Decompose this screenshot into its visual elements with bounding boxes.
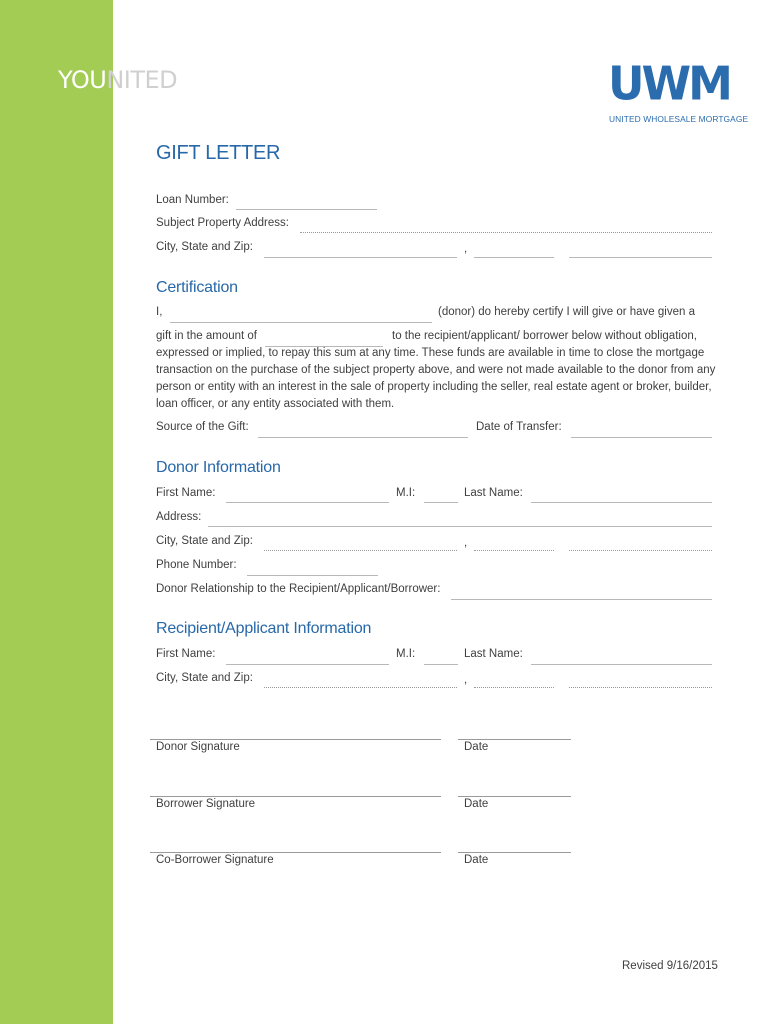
coborrower-signature-date-label: Date [464,854,489,866]
uwm-logo-subtitle: UNITED WHOLESALE MORTGAGE [609,114,749,124]
donor-name-field[interactable] [170,322,432,323]
donor-signature-label: Donor Signature [156,741,240,753]
donor-state-field[interactable] [474,550,554,551]
donor-relationship-field[interactable] [451,599,712,600]
green-sidebar [0,0,113,1024]
loan-city-state-zip-label: City, State and Zip: [156,241,253,253]
borrower-signature-field[interactable] [150,796,441,797]
recipient-last-name-field[interactable] [531,664,712,665]
donor-city-state-zip-label: City, State and Zip: [156,535,253,547]
recipient-mi-field[interactable] [424,664,458,665]
source-of-gift-label: Source of the Gift: [156,421,249,433]
donor-first-name-label: First Name: [156,487,216,499]
recipient-zip-field[interactable] [569,687,712,688]
certify-i-label: I, [156,306,163,318]
recipient-last-name-label: Last Name: [464,648,523,660]
loan-number-field[interactable] [236,209,377,210]
recipient-city-comma: , [464,674,468,686]
donor-signature-date-field[interactable] [458,739,571,740]
date-of-transfer-label: Date of Transfer: [476,421,562,433]
uwm-logo-mark: UWM [608,56,730,111]
younited-brand: YOUNITED [58,66,178,94]
recipient-city-field[interactable] [264,687,457,688]
date-of-transfer-field[interactable] [571,437,712,438]
recipient-state-field[interactable] [474,687,554,688]
donor-signature-field[interactable] [150,739,441,740]
loan-number-label: Loan Number: [156,194,229,206]
donor-city-comma: , [464,537,468,549]
donor-phone-label: Phone Number: [156,559,237,571]
donor-mi-label: M.I: [396,487,416,499]
coborrower-signature-field[interactable] [150,852,441,853]
recipient-first-name-field[interactable] [226,664,389,665]
to-recipient-text: to the recipient/applicant/ borrower below without obligation, [392,330,697,342]
coborrower-signature-label: Co-Borrower Signature [156,854,274,866]
donor-last-name-field[interactable] [531,502,712,503]
donor-certify-text: (donor) do hereby certify I will give or have given a [438,306,695,318]
donor-signature-date-label: Date [464,741,489,753]
loan-state-field[interactable] [474,257,554,258]
recipient-mi-label: M.I: [396,648,416,660]
certification-heading: Certification [156,279,238,296]
donor-city-field[interactable] [264,550,457,551]
donor-address-label: Address: [156,511,202,523]
source-of-gift-field[interactable] [258,437,468,438]
donor-first-name-field[interactable] [226,502,389,503]
recipient-first-name-label: First Name: [156,648,216,660]
donor-phone-field[interactable] [247,575,378,576]
coborrower-signature-date-field[interactable] [458,852,571,853]
recipient-city-state-zip-label: City, State and Zip: [156,672,253,684]
recipient-information-heading: Recipient/Applicant Information [156,620,372,637]
borrower-signature-date-label: Date [464,798,489,810]
page-title: GIFT LETTER [156,142,281,164]
donor-zip-field[interactable] [569,550,712,551]
subject-property-label: Subject Property Address: [156,217,289,229]
donor-information-heading: Donor Information [156,459,281,476]
donor-address-field[interactable] [208,526,712,527]
certification-paragraph: expressed or implied, to repay this sum at any time. These funds are available in time to close the mortgage transaction on the purchase of the subject property above, and were not made available to the donor from any person or entity with an interest in the sale of property including the seller, real estate agent or broker, builder, loan officer, or any entity associated with them. [156,347,716,410]
revised-date: Revised 9/16/2015 [622,960,718,972]
loan-city-comma: , [464,243,468,255]
donor-relationship-label: Donor Relationship to the Recipient/Applicant/Borrower: [156,583,441,595]
donor-last-name-label: Last Name: [464,487,523,499]
loan-city-field[interactable] [264,257,457,258]
borrower-signature-date-field[interactable] [458,796,571,797]
loan-zip-field[interactable] [569,257,712,258]
donor-mi-field[interactable] [424,502,458,503]
borrower-signature-label: Borrower Signature [156,798,256,810]
gift-amount-label: gift in the amount of [156,330,258,342]
subject-property-field[interactable] [300,232,712,233]
uwm-logo [608,56,749,124]
